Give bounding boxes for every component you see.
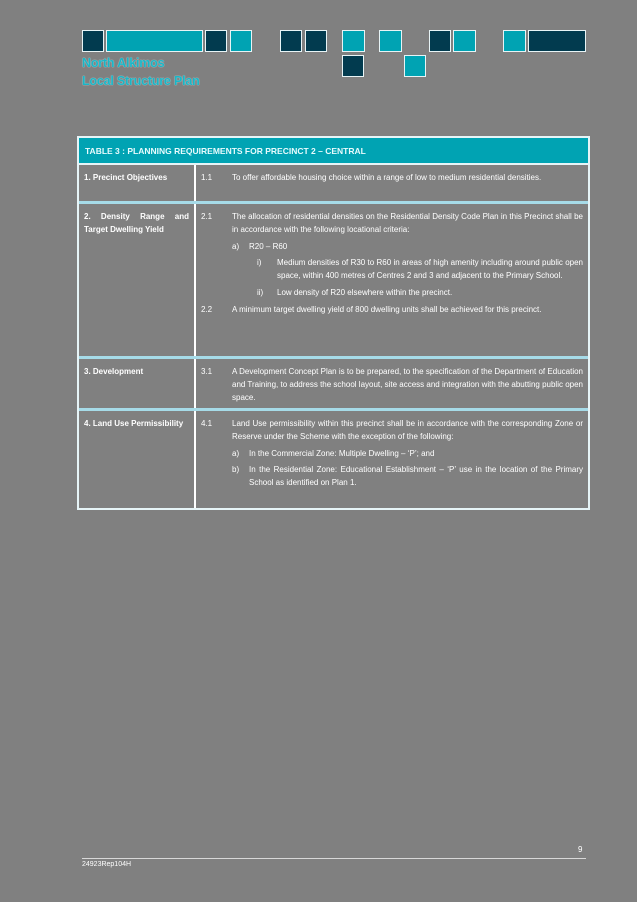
subsub-marker: i) [257,258,262,267]
clause-text: A Development Concept Plan is to be prepared, to the specification of the Department of Education and Training, to address the school layout, site access and integration with the abutting public open space. [232,367,583,402]
sub-text: In the Residential Zone: Educational Establishment – ‘P’ use in the location of the Primary School as identified on Plan 1. [249,465,583,487]
header-block [379,30,402,52]
sub-clause [232,447,583,460]
row-content [196,204,588,356]
sub-text: In the Commercial Zone: Multiple Dwelling – ‘P’; and [249,449,435,458]
footer-divider [82,858,586,859]
clause-text: Land Use permissibility within this precinct shall be in accordance with the corresponding Zone or Reserve under the Scheme with the exception of the following: [232,419,583,441]
sub-marker: a) [232,242,240,251]
row-content [196,411,588,508]
clause [201,171,583,184]
table-row [79,204,588,359]
clause-number: 3.1 [201,367,213,376]
clause-number: 2.1 [201,212,213,221]
clause [201,417,583,443]
subsub-marker: ii) [257,288,264,297]
planning-requirements-table [77,136,590,510]
header-block [230,30,252,52]
table-row [79,359,588,411]
table-row [79,411,588,508]
header-block [342,55,364,77]
row-label: 2. Density Range and Target Dwelling Yield [79,204,196,356]
clause-number: 4.1 [201,419,213,428]
header-block [280,30,302,52]
header-block [503,30,526,52]
brand-subtitle: Local Structure Plan [82,74,200,88]
row-content [196,359,588,408]
clause [201,365,583,404]
sub-sub-clause [257,286,583,299]
clause-number: 1.1 [201,173,213,182]
sub-marker: a) [232,449,240,458]
page-number: 9 [578,845,583,854]
clause [201,303,583,316]
table-title: TABLE 3 : PLANNING REQUIREMENTS FOR PRECINCT 2 – CENTRAL [79,138,588,165]
brand-title: North Alkimos [82,56,165,70]
header-block [429,30,451,52]
header-block [342,30,365,52]
clause [201,210,583,236]
subsub-text: Low density of R20 elsewhere within the precinct. [277,288,453,297]
clause-text: A minimum target dwelling yield of 800 dwelling units shall be achieved for this precinct. [232,305,542,314]
header-block [82,30,104,52]
row-label: 1. Precinct Objectives [79,165,196,201]
header-block [528,30,586,52]
clause-text: To offer affordable housing choice within a range of low to medium residential densities. [232,173,542,182]
sub-clause [232,240,583,253]
sub-marker: b) [232,465,240,474]
clause-number: 2.2 [201,305,213,314]
row-label: 4. Land Use Permissibility [79,411,196,508]
header-block [205,30,227,52]
table-row [79,165,588,204]
sub-text: R20 – R60 [249,242,288,251]
row-label: 3. Development [79,359,196,408]
header-block [106,30,203,52]
sub-clause [232,463,583,489]
header-block [305,30,327,52]
document-reference: 24923Rep104H [82,861,132,868]
subsub-text: Medium densities of R30 to R60 in areas of high amenity including around public open space, within 400 metres of Centres 2 and 3 and adjacent to the Primary School. [277,258,583,280]
row-content [196,165,588,201]
header-block [453,30,476,52]
clause-text: The allocation of residential densities on the Residential Density Code Plan in this Precinct shall be in accordance with the following locational criteria: [232,212,583,234]
sub-sub-clause [257,256,583,282]
header-block [404,55,426,77]
